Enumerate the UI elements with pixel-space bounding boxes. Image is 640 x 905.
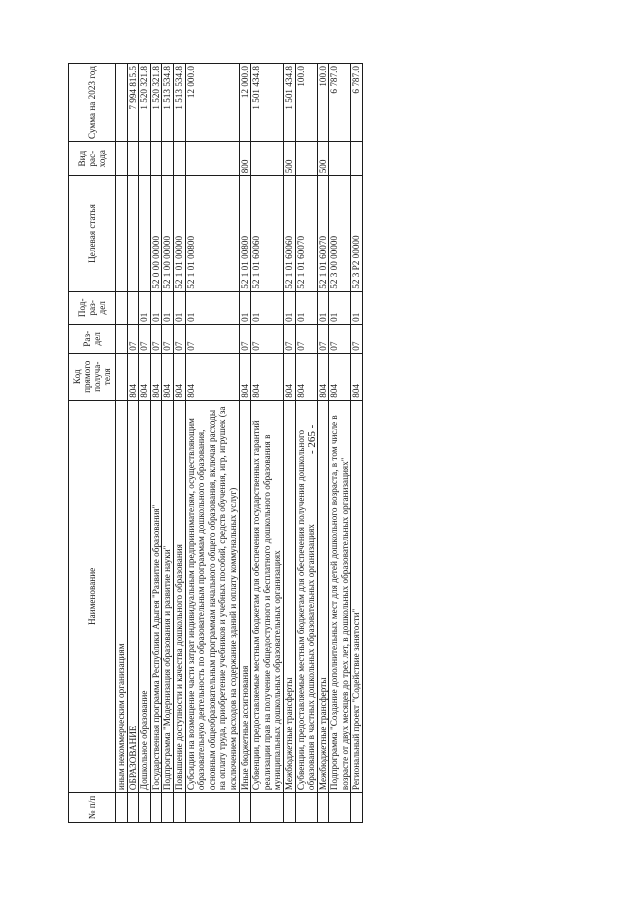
row-podrazdel-cell: 01 — [251, 291, 284, 324]
row-num-cell — [329, 793, 351, 823]
row-razdel-cell: 07 — [329, 324, 351, 353]
row-num-cell — [283, 793, 295, 823]
row-razdel-cell: 07 — [127, 324, 139, 353]
row-vid-cell — [351, 142, 363, 176]
row-podrazdel-cell: 01 — [351, 291, 363, 324]
row-kod-cell: 804 — [329, 353, 351, 400]
row-vid-cell — [127, 142, 139, 176]
row-kod-cell: 804 — [139, 353, 151, 400]
table-row — [116, 64, 128, 823]
row-celevaya-cell: 52 1 01 00800 — [185, 176, 239, 291]
row-razdel-cell: 07 — [162, 324, 174, 353]
row-podrazdel-cell: 01 — [185, 291, 239, 324]
row-podrazdel-cell — [116, 291, 128, 324]
row-num-cell — [173, 793, 185, 823]
row-name-cell: ОБРАЗОВАНИЕ — [127, 400, 139, 792]
row-summa-cell: 1 513 534.8 — [162, 64, 174, 142]
row-podrazdel-cell: 01 — [329, 291, 351, 324]
row-name-cell: Иные бюджетные ассигнования — [239, 400, 251, 792]
row-podrazdel-cell — [127, 291, 139, 324]
table-row — [329, 64, 351, 823]
row-vid-cell — [329, 142, 351, 176]
row-kod-cell: 804 — [127, 353, 139, 400]
row-vid-cell — [173, 142, 185, 176]
header-kod: Код прямого получа-теля — [69, 353, 116, 400]
table-row — [173, 64, 185, 823]
row-kod-cell: 804 — [351, 353, 363, 400]
page-number: - 265 - — [306, 424, 318, 454]
header-summa: Сумма на 2023 год — [69, 64, 116, 142]
row-razdel-cell — [116, 324, 128, 353]
row-razdel-cell: 07 — [251, 324, 284, 353]
row-vid-cell: 500 — [317, 142, 329, 176]
row-name-cell: Субвенции, предоставляемые местным бюджетам для обеспечения получения дошкольного образования в частных дошкольных образовательных организациях — [295, 400, 317, 792]
row-vid-cell — [295, 142, 317, 176]
row-celevaya-cell: 52 3 P2 00000 — [351, 176, 363, 291]
header-podrazdel: Под-раз-дел — [69, 291, 116, 324]
header-vid: Вид рас-хода — [69, 142, 116, 176]
header-num: № п/п — [69, 793, 116, 823]
row-celevaya-cell: 52 1 01 00000 — [173, 176, 185, 291]
row-num-cell — [295, 793, 317, 823]
row-vid-cell — [162, 142, 174, 176]
row-podrazdel-cell: 01 — [162, 291, 174, 324]
row-num-cell — [351, 793, 363, 823]
table-row — [283, 64, 295, 823]
row-name-cell: Региональный проект "Содействие занятости" — [351, 400, 363, 792]
row-celevaya-cell: 52 1 01 60060 — [283, 176, 295, 291]
row-summa-cell: 7 994 815.5 — [127, 64, 139, 142]
row-kod-cell: 804 — [162, 353, 174, 400]
row-celevaya-cell — [116, 176, 128, 291]
table-row — [185, 64, 239, 823]
row-num-cell — [251, 793, 284, 823]
row-name-cell: Субсидии на возмещение части затрат индивидуальным предпринимателям, осуществляющим образовательную деятельность по образовательным программам дошкольного образования, основным общеобразовательным программам начального общего образования, включая расходы на оплату труда, приобретение учебников и учебных пособий, средств обучения, игр, игрушек (за исключением расходов на содержание зданий и оплату коммунальных услуг) — [185, 400, 239, 792]
row-razdel-cell: 07 — [150, 324, 162, 353]
header-celevaya: Целевая статья — [69, 176, 116, 291]
row-vid-cell — [150, 142, 162, 176]
header-razdel: Раз-дел — [69, 324, 116, 353]
budget-table — [68, 63, 363, 823]
row-summa-cell: 1 501 434.8 — [283, 64, 295, 142]
row-podrazdel-cell: 01 — [295, 291, 317, 324]
row-podrazdel-cell: 01 — [173, 291, 185, 324]
row-summa-cell: 1 513 534.8 — [173, 64, 185, 142]
table-row — [139, 64, 151, 823]
row-razdel-cell: 07 — [351, 324, 363, 353]
row-num-cell — [317, 793, 329, 823]
row-name-cell: Подпрограмма "Создание дополнительных мест для детей дошкольного возраста, в том числе в возрасте от двух месяцев до трех лет, в дошкольных образовательных организациях" — [329, 400, 351, 792]
row-vid-cell — [116, 142, 128, 176]
row-name-cell: Дошкольное образование — [139, 400, 151, 792]
row-num-cell — [162, 793, 174, 823]
row-vid-cell: 800 — [239, 142, 251, 176]
row-kod-cell: 804 — [150, 353, 162, 400]
row-summa-cell: 1 501 434.8 — [251, 64, 284, 142]
row-name-cell: Межбюджетные трансферты — [317, 400, 329, 792]
row-vid-cell: 500 — [283, 142, 295, 176]
budget-table-page — [68, 63, 544, 823]
row-name-cell: Государственная программа Республики Адыгея "Развитие образования" — [150, 400, 162, 792]
row-summa-cell: 100.0 — [295, 64, 317, 142]
row-razdel-cell: 07 — [239, 324, 251, 353]
row-num-cell — [150, 793, 162, 823]
row-razdel-cell: 07 — [317, 324, 329, 353]
row-summa-cell — [116, 64, 128, 142]
row-num-cell — [139, 793, 151, 823]
table-row — [351, 64, 363, 823]
row-summa-cell: 6 787.0 — [329, 64, 351, 142]
table-row — [150, 64, 162, 823]
row-podrazdel-cell: 01 — [283, 291, 295, 324]
row-summa-cell: 6 787.0 — [351, 64, 363, 142]
row-kod-cell: 804 — [295, 353, 317, 400]
row-razdel-cell: 07 — [185, 324, 239, 353]
table-row — [239, 64, 251, 823]
row-summa-cell: 100.0 — [317, 64, 329, 142]
row-name-cell: Межбюджетные трансферты — [283, 400, 295, 792]
row-razdel-cell: 07 — [173, 324, 185, 353]
header-name: Наименование — [69, 400, 116, 792]
row-vid-cell — [139, 142, 151, 176]
table-row — [295, 64, 317, 823]
row-razdel-cell: 07 — [139, 324, 151, 353]
row-kod-cell: 804 — [283, 353, 295, 400]
row-podrazdel-cell: 01 — [317, 291, 329, 324]
row-vid-cell — [185, 142, 239, 176]
row-razdel-cell: 07 — [283, 324, 295, 353]
row-podrazdel-cell: 01 — [239, 291, 251, 324]
table-row — [317, 64, 329, 823]
row-celevaya-cell: 52 1 00 00000 — [162, 176, 174, 291]
table-header-row — [69, 64, 116, 823]
table-row — [162, 64, 174, 823]
row-kod-cell: 804 — [185, 353, 239, 400]
row-kod-cell — [116, 353, 128, 400]
row-razdel-cell: 07 — [295, 324, 317, 353]
row-num-cell — [127, 793, 139, 823]
row-num-cell — [239, 793, 251, 823]
row-podrazdel-cell: 01 — [139, 291, 151, 324]
row-kod-cell: 804 — [173, 353, 185, 400]
row-name-cell: Подпрограмма "Модернизация образования и развитие науки" — [162, 400, 174, 792]
row-podrazdel-cell: 01 — [150, 291, 162, 324]
row-kod-cell: 804 — [251, 353, 284, 400]
row-celevaya-cell — [127, 176, 139, 291]
row-kod-cell: 804 — [317, 353, 329, 400]
row-celevaya-cell: 52 1 01 60060 — [251, 176, 284, 291]
row-vid-cell — [251, 142, 284, 176]
row-celevaya-cell: 52 1 01 60070 — [295, 176, 317, 291]
row-celevaya-cell: 52 1 01 60070 — [317, 176, 329, 291]
row-num-cell — [116, 793, 128, 823]
row-celevaya-cell: 52 0 00 00000 — [150, 176, 162, 291]
row-summa-cell: 12 000.0 — [239, 64, 251, 142]
row-summa-cell: 12 000.0 — [185, 64, 239, 142]
table-row — [251, 64, 284, 823]
row-celevaya-cell: 52 1 01 00800 — [239, 176, 251, 291]
row-celevaya-cell — [139, 176, 151, 291]
row-summa-cell: 1 520 321.8 — [150, 64, 162, 142]
row-name-cell: Повышение доступности и качества дошкольного образования — [173, 400, 185, 792]
row-name-cell: иным некоммерческим организациям — [116, 400, 128, 792]
row-kod-cell: 804 — [239, 353, 251, 400]
row-name-cell: Субвенции, предоставляемые местным бюджетам для обеспечения государственных гарантий реализации прав на получение общедоступного и бесплатного дошкольного образования в муниципальных дошкольных образовательных организациях — [251, 400, 284, 792]
table-row — [127, 64, 139, 823]
row-summa-cell: 1 520 321.8 — [139, 64, 151, 142]
row-celevaya-cell: 52 3 00 00000 — [329, 176, 351, 291]
row-num-cell — [185, 793, 239, 823]
